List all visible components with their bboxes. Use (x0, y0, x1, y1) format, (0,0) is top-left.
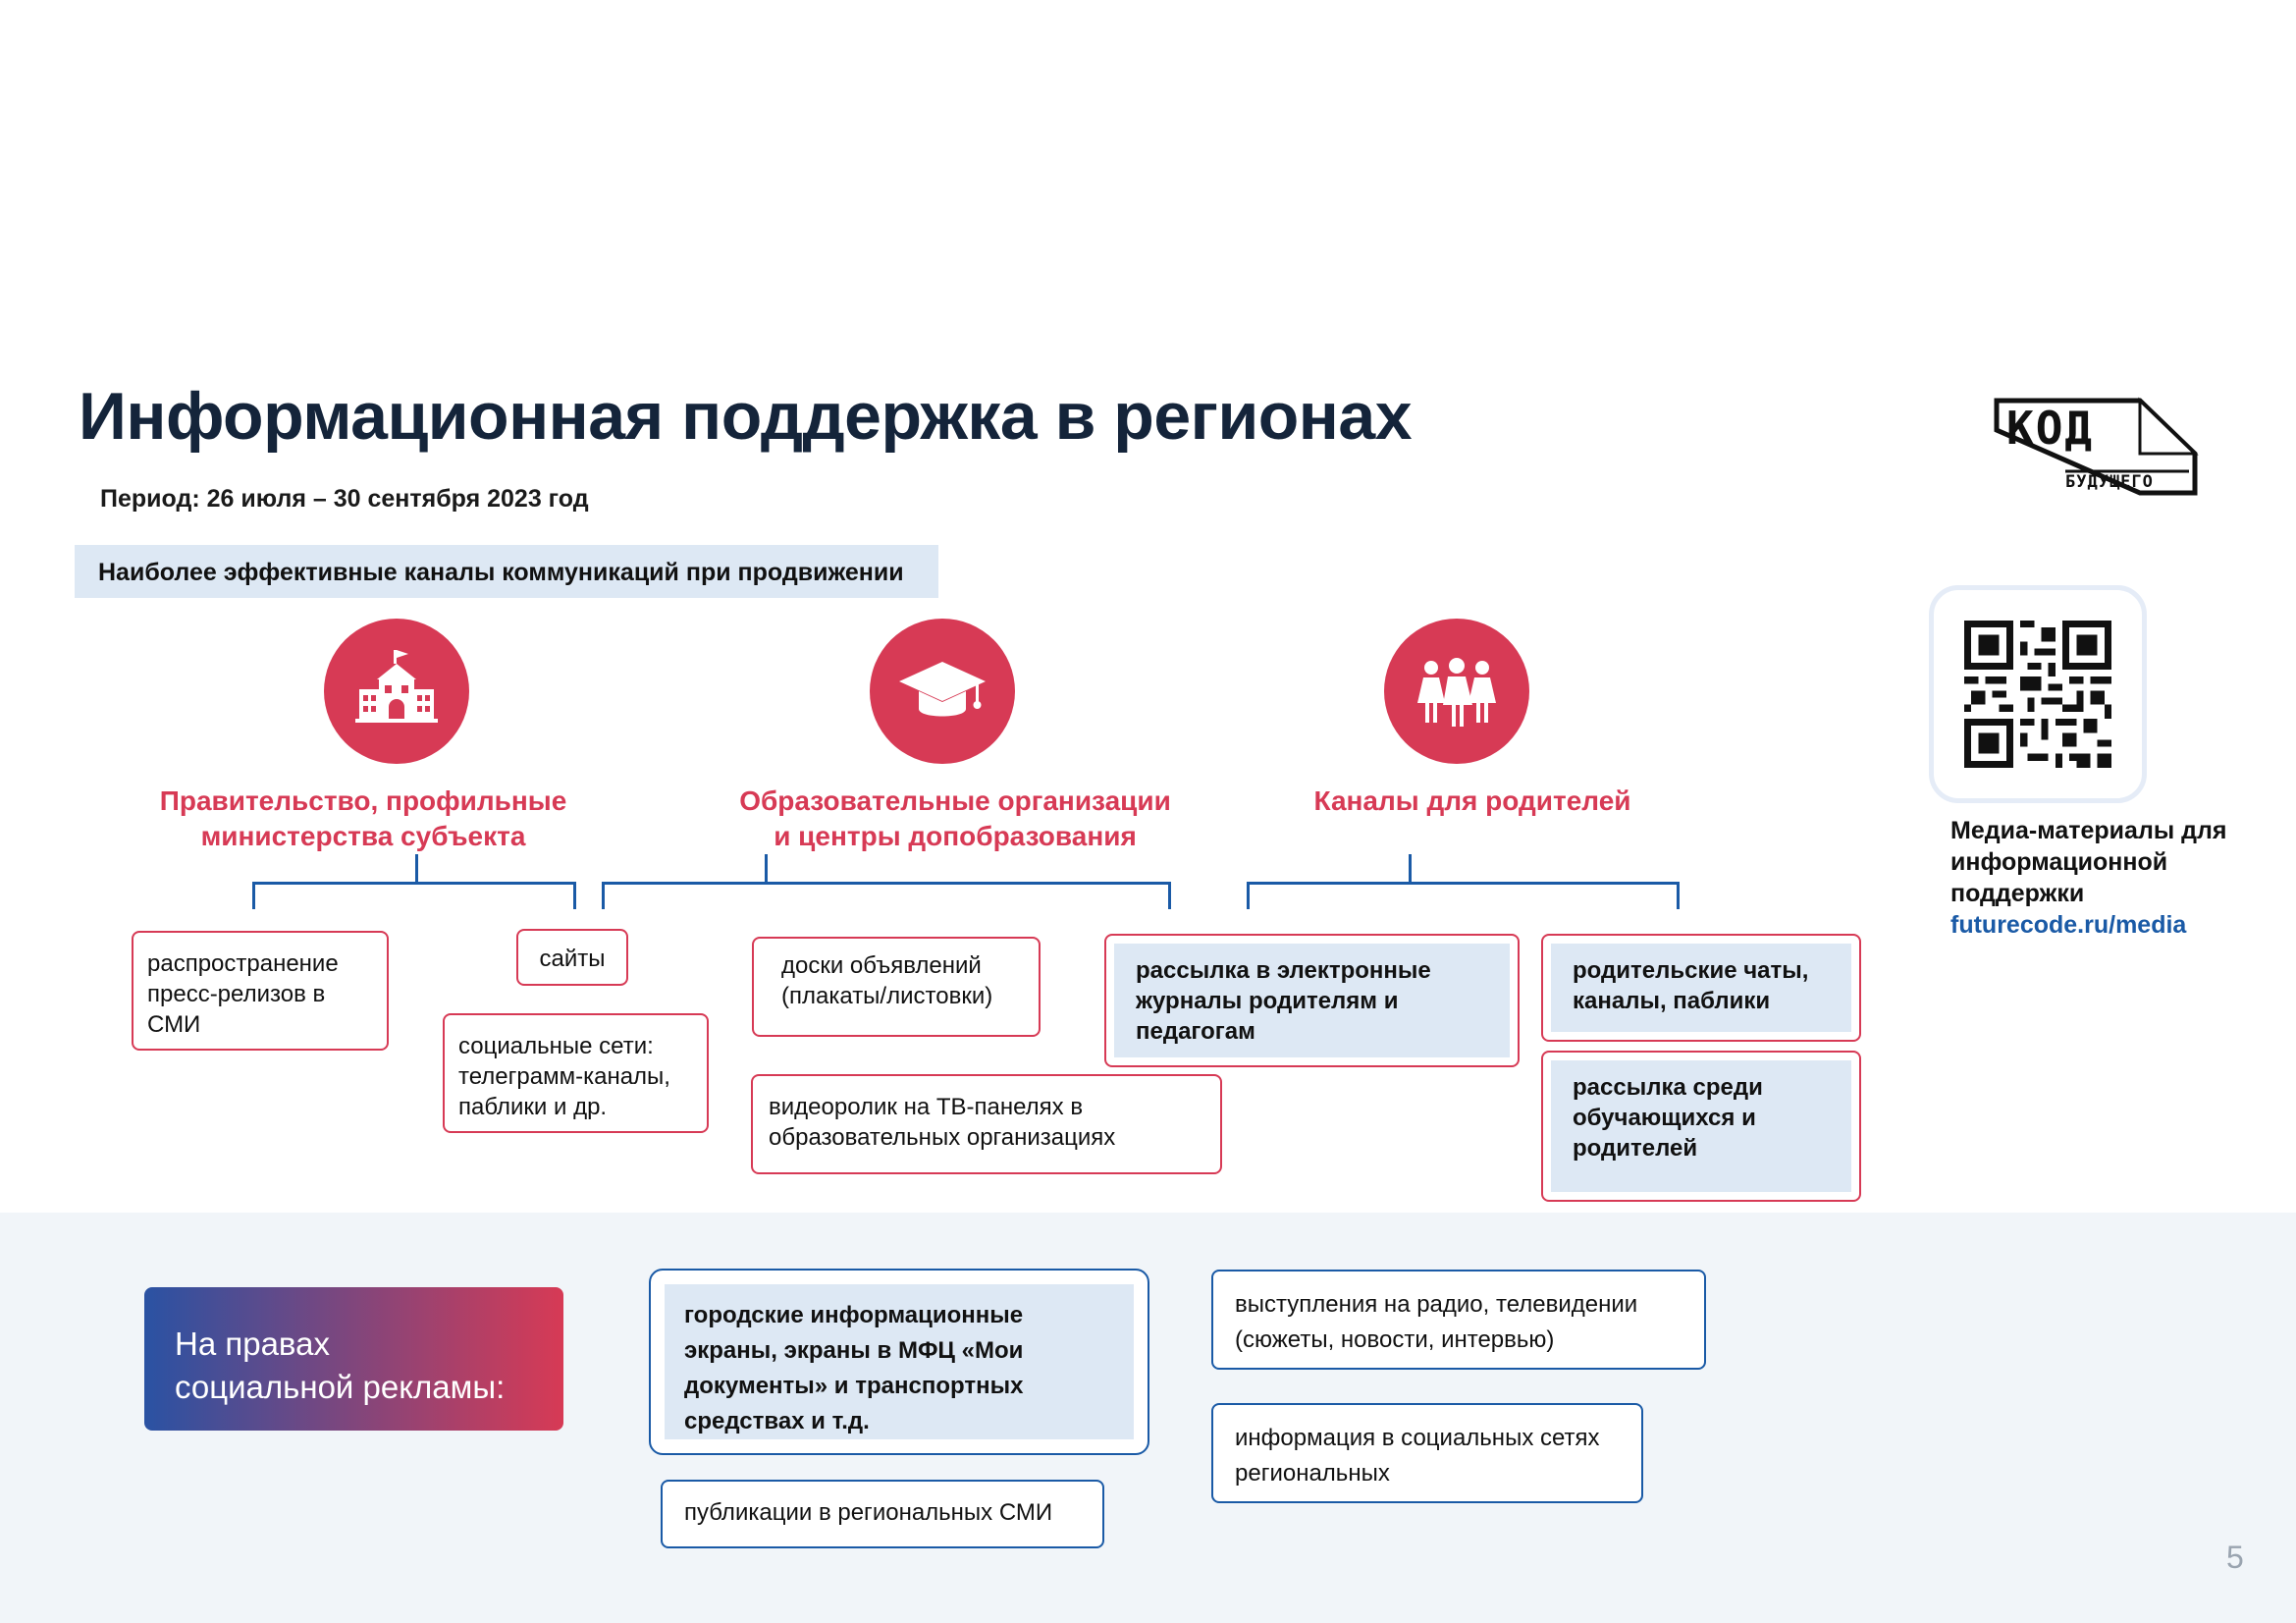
connector-bracket-education (602, 882, 1171, 909)
svg-text:БУДУЩЕГО: БУДУЩЕГО (2065, 472, 2154, 492)
city-screens-box (649, 1269, 1149, 1455)
media-link[interactable]: futurecode.ru/media (1950, 911, 2187, 939)
period-text: Период: 26 июля – 30 сентября 2023 год (100, 485, 589, 513)
regional-social-box (1211, 1403, 1643, 1503)
social-ad-line: социальной рекламы: (175, 1369, 506, 1405)
media-materials-text: Медиа-материалы для информационной поддержки (1950, 817, 2227, 907)
people-group-icon (1384, 619, 1529, 764)
e-journals-text: рассылка в электронные журналы родителям и педагогам (1114, 944, 1510, 1057)
category-label-line: и центры допобразования (774, 821, 1137, 851)
tv-video-box (751, 1074, 1222, 1174)
connector-bracket-parents (1247, 882, 1680, 909)
kod-budushchego-logo (1993, 397, 2199, 499)
notice-boards-text: доски объявлений (плакаты/листовки) (781, 952, 993, 1009)
regional-media-box (661, 1480, 1104, 1548)
radio-tv-text: выступления на радио, телевидении (сюжеты, новости, интервью) (1235, 1291, 1638, 1353)
category-label-line: министерства субъекта (200, 821, 526, 851)
category-label-line: Образовательные организации (739, 785, 1171, 816)
regional-media-text: публикации в региональных СМИ (684, 1499, 1053, 1526)
connector-bracket-government (252, 882, 576, 909)
media-materials-caption (1950, 815, 2245, 941)
social-networks-box (443, 1013, 709, 1133)
category-label-line: Правительство, профильные (159, 785, 567, 816)
sites-box (516, 929, 628, 986)
category-label-line: Каналы для родителей (1313, 785, 1631, 816)
press-release-box (132, 931, 389, 1051)
graduation-cap-icon (870, 619, 1015, 764)
city-screens-text: городские информационные экраны, экраны в МФЦ «Мои документы» и транспортных средствах и т.д. (665, 1284, 1134, 1439)
page-number: 5 (2226, 1540, 2244, 1575)
social-ad-line: На правах (175, 1325, 330, 1362)
sites-text: сайты (539, 946, 606, 972)
e-journals-box (1104, 934, 1520, 1067)
parent-chats-box (1541, 934, 1861, 1042)
parent-chats-text: родительские чаты, каналы, паблики (1551, 944, 1851, 1032)
social-networks-text: социальные сети: телеграмм-каналы, паблики и др. (458, 1033, 670, 1120)
qr-code-frame[interactable] (1929, 585, 2147, 803)
social-advertising-badge (144, 1287, 563, 1431)
notice-boards-box (752, 937, 1041, 1037)
student-mailing-text: рассылка среди обучающихся и родителей (1551, 1060, 1851, 1192)
category-parents-label (1276, 784, 1669, 819)
page-title: Информационная поддержка в регионах (79, 379, 1413, 454)
channels-banner: Наиболее эффективные каналы коммуникаций при продвижении (75, 545, 938, 598)
student-mailing-box (1541, 1051, 1861, 1202)
connector-stem (765, 854, 768, 884)
connector-stem (415, 854, 418, 884)
regional-social-text: информация в социальных сетях региональных (1235, 1425, 1600, 1487)
school-building-icon (324, 619, 469, 764)
connector-stem (1409, 854, 1412, 884)
svg-text:КОД: КОД (2006, 402, 2095, 455)
radio-tv-box (1211, 1270, 1706, 1370)
category-government-label (157, 784, 569, 854)
qr-code-icon[interactable] (1964, 621, 2111, 768)
category-education-label (724, 784, 1186, 854)
press-release-text: распространение пресс-релизов в СМИ (147, 950, 339, 1038)
tv-video-text: видеоролик на ТВ-панелях в образовательных организациях (769, 1094, 1116, 1151)
